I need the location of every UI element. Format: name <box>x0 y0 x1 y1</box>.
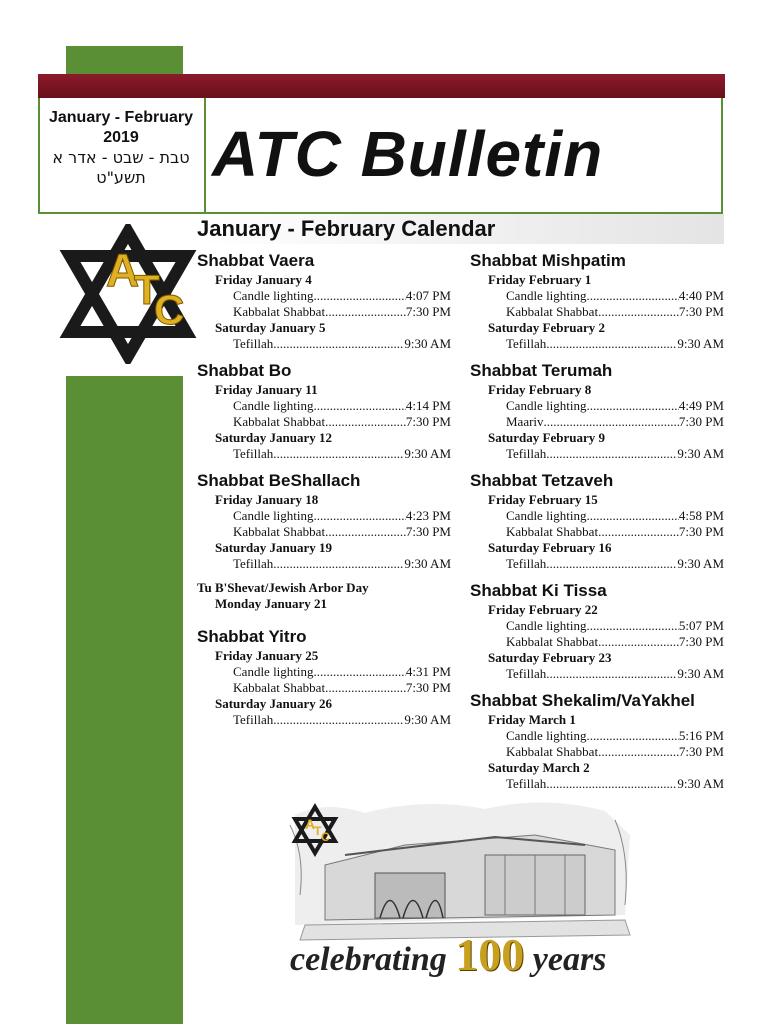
schedule-label: Candle lighting <box>233 398 314 413</box>
shabbat-event <box>470 690 730 792</box>
leader-dots <box>587 398 679 414</box>
schedule-row <box>233 304 451 320</box>
saturday-date: Saturday February 23 <box>488 650 612 665</box>
schedule-row <box>233 288 451 304</box>
logo-letter-c: C <box>154 286 185 333</box>
issue-date-block <box>40 108 202 188</box>
schedule-row <box>506 288 724 304</box>
leader-dots <box>546 556 677 572</box>
schedule-row <box>506 398 724 414</box>
schedule-time: 5:16 PM <box>678 728 724 743</box>
hundred-number: 100 <box>455 929 525 980</box>
schedule-label: Candle lighting <box>506 398 587 413</box>
celebrating-text: celebrating <box>290 941 447 978</box>
schedule-label: Tefillah <box>506 336 547 351</box>
schedule-label: Candle lighting <box>506 288 587 303</box>
schedule-label: Kabbalat Shabbat <box>233 414 326 429</box>
leader-dots <box>587 508 679 524</box>
leader-dots <box>587 618 679 634</box>
schedule-row <box>233 414 451 430</box>
schedule-time: 4:49 PM <box>678 398 724 413</box>
schedule-time: 7:30 PM <box>405 304 451 319</box>
schedule-label: Candle lighting <box>506 508 587 523</box>
schedule-row <box>506 744 724 760</box>
schedule-time: 9:30 AM <box>404 336 451 351</box>
leader-dots <box>273 712 404 728</box>
hebrew-months: טבת - שבט - אדר א <box>52 148 190 167</box>
logo-letter-t: T <box>134 266 160 313</box>
shabbat-event <box>470 360 730 462</box>
shabbat-event <box>470 470 730 572</box>
leader-dots <box>598 744 679 760</box>
schedule-row <box>233 712 451 728</box>
schedule-row <box>506 728 724 744</box>
atc-star-logo <box>58 224 198 364</box>
schedule-label: Candle lighting <box>506 618 587 633</box>
friday-date: Friday February 15 <box>488 492 598 507</box>
schedule-time: 9:30 AM <box>404 556 451 571</box>
schedule-label: Kabbalat Shabbat <box>506 304 599 319</box>
schedule-time: 4:14 PM <box>405 398 451 413</box>
schedule-label: Tefillah <box>506 446 547 461</box>
schedule-time: 7:30 PM <box>678 414 724 429</box>
svg-text:A: A <box>305 816 316 832</box>
shabbat-event <box>470 580 730 682</box>
schedule-row <box>506 666 724 682</box>
schedule-label: Tefillah <box>233 712 274 727</box>
friday-date: Friday February 22 <box>488 602 598 617</box>
schedule-time: 7:30 PM <box>678 524 724 539</box>
schedule-row <box>506 634 724 650</box>
schedule-row <box>506 414 724 430</box>
schedule-row <box>506 776 724 792</box>
saturday-date: Saturday January 26 <box>215 696 333 711</box>
leader-dots <box>598 524 679 540</box>
schedule-row <box>233 446 451 462</box>
svg-text:C: C <box>321 830 330 844</box>
event-title: Shabbat Shekalim/VaYakhel <box>470 691 695 710</box>
friday-date: Friday January 11 <box>215 382 318 397</box>
leader-dots <box>325 304 406 320</box>
schedule-time: 9:30 AM <box>677 666 724 681</box>
schedule-row <box>506 336 724 352</box>
bulletin-title: ATC Bulletin <box>212 118 604 190</box>
schedule-time: 9:30 AM <box>404 712 451 727</box>
schedule-row <box>506 508 724 524</box>
leader-dots <box>325 524 406 540</box>
schedule-time: 5:07 PM <box>678 618 724 633</box>
leader-dots <box>273 446 404 462</box>
schedule-row <box>233 336 451 352</box>
friday-date: Friday January 25 <box>215 648 319 663</box>
schedule-time: 7:30 PM <box>678 304 724 319</box>
decorative-green-sidebar <box>66 376 183 1024</box>
svg-text:T: T <box>314 824 322 838</box>
friday-date: Friday January 4 <box>215 272 312 287</box>
leader-dots <box>587 288 679 304</box>
celebrating-100-years-banner <box>290 928 640 981</box>
schedule-time: 4:07 PM <box>405 288 451 303</box>
saturday-date: Saturday January 19 <box>215 540 333 555</box>
schedule-row <box>506 304 724 320</box>
schedule-label: Kabbalat Shabbat <box>233 524 326 539</box>
friday-date: Friday January 18 <box>215 492 319 507</box>
schedule-label: Tefillah <box>233 556 274 571</box>
friday-date: Friday March 1 <box>488 712 576 727</box>
leader-dots <box>314 664 406 680</box>
event-title: Shabbat BeShallach <box>197 471 361 490</box>
leader-dots <box>546 336 677 352</box>
logo-letter-a: A <box>106 244 140 296</box>
event-title: Shabbat Vaera <box>197 251 315 270</box>
schedule-row <box>506 618 724 634</box>
schedule-label: Candle lighting <box>506 728 587 743</box>
leader-dots <box>598 634 679 650</box>
saturday-date: Saturday March 2 <box>488 760 590 775</box>
schedule-row <box>233 524 451 540</box>
schedule-label: Kabbalat Shabbat <box>233 304 326 319</box>
schedule-label: Candle lighting <box>233 508 314 523</box>
shabbat-event <box>197 470 457 572</box>
calendar-left-column <box>197 250 457 736</box>
shabbat-event <box>197 250 457 352</box>
friday-date: Friday February 1 <box>488 272 592 287</box>
schedule-time: 7:30 PM <box>678 744 724 759</box>
leader-dots <box>544 414 679 430</box>
calendar-right-column <box>470 250 730 800</box>
issue-date-range: January - February <box>48 109 194 126</box>
schedule-time: 9:30 AM <box>677 776 724 791</box>
friday-date: Friday February 8 <box>488 382 592 397</box>
saturday-date: Saturday February 16 <box>488 540 612 555</box>
leader-dots <box>587 728 679 744</box>
header-divider <box>204 98 206 214</box>
leader-dots <box>325 414 406 430</box>
tu-bshevat-note <box>197 580 457 612</box>
schedule-label: Candle lighting <box>233 288 314 303</box>
saturday-date: Saturday February 9 <box>488 430 605 445</box>
event-title: Shabbat Bo <box>197 361 292 380</box>
schedule-row <box>233 556 451 572</box>
schedule-row <box>233 664 451 680</box>
calendar-heading: January - February Calendar <box>197 216 496 241</box>
schedule-label: Kabbalat Shabbat <box>506 744 599 759</box>
event-title: Shabbat Tetzaveh <box>470 471 614 490</box>
schedule-label: Tefillah <box>233 446 274 461</box>
schedule-time: 9:30 AM <box>677 556 724 571</box>
event-title: Shabbat Ki Tissa <box>470 581 607 600</box>
saturday-date: Saturday January 12 <box>215 430 333 445</box>
schedule-row <box>233 508 451 524</box>
schedule-label: Kabbalat Shabbat <box>506 634 599 649</box>
leader-dots <box>273 336 404 352</box>
leader-dots <box>314 398 406 414</box>
schedule-time: 9:30 AM <box>404 446 451 461</box>
shabbat-event <box>470 250 730 352</box>
schedule-row <box>506 524 724 540</box>
schedule-label: Candle lighting <box>233 664 314 679</box>
leader-dots <box>546 446 677 462</box>
saturday-date: Saturday January 5 <box>215 320 326 335</box>
event-title: Shabbat Terumah <box>470 361 613 380</box>
schedule-label: Kabbalat Shabbat <box>506 524 599 539</box>
leader-dots <box>546 776 677 792</box>
decorative-green-tab <box>66 46 183 74</box>
schedule-time: 7:30 PM <box>678 634 724 649</box>
schedule-time: 9:30 AM <box>677 446 724 461</box>
schedule-label: Maariv <box>506 414 544 429</box>
tu-bshevat-title: Tu B'Shevat/Jewish Arbor Day <box>197 580 369 595</box>
schedule-time: 4:40 PM <box>678 288 724 303</box>
leader-dots <box>273 556 404 572</box>
leader-dots <box>314 288 406 304</box>
hebrew-year: תשע"ט <box>96 168 146 187</box>
leader-dots <box>314 508 406 524</box>
schedule-time: 7:30 PM <box>405 414 451 429</box>
years-text: years <box>532 941 607 978</box>
schedule-time: 4:31 PM <box>405 664 451 679</box>
event-title: Shabbat Mishpatim <box>470 251 626 270</box>
schedule-row <box>506 556 724 572</box>
event-title: Shabbat Yitro <box>197 627 307 646</box>
schedule-row <box>233 398 451 414</box>
tu-bshevat-date: Monday January 21 <box>215 596 327 611</box>
schedule-time: 7:30 PM <box>405 680 451 695</box>
schedule-row <box>233 680 451 696</box>
schedule-label: Tefillah <box>506 776 547 791</box>
schedule-label: Tefillah <box>506 556 547 571</box>
leader-dots <box>598 304 679 320</box>
schedule-row <box>506 446 724 462</box>
schedule-time: 7:30 PM <box>405 524 451 539</box>
header-maroon-bar <box>38 74 725 98</box>
issue-year: 2019 <box>103 129 139 146</box>
schedule-time: 4:23 PM <box>405 508 451 523</box>
schedule-label: Kabbalat Shabbat <box>233 680 326 695</box>
schedule-time: 9:30 AM <box>677 336 724 351</box>
shabbat-event <box>197 360 457 462</box>
schedule-label: Tefillah <box>506 666 547 681</box>
schedule-label: Tefillah <box>233 336 274 351</box>
shabbat-event <box>197 626 457 728</box>
schedule-time: 4:58 PM <box>678 508 724 523</box>
saturday-date: Saturday February 2 <box>488 320 605 335</box>
leader-dots <box>325 680 406 696</box>
leader-dots <box>546 666 677 682</box>
